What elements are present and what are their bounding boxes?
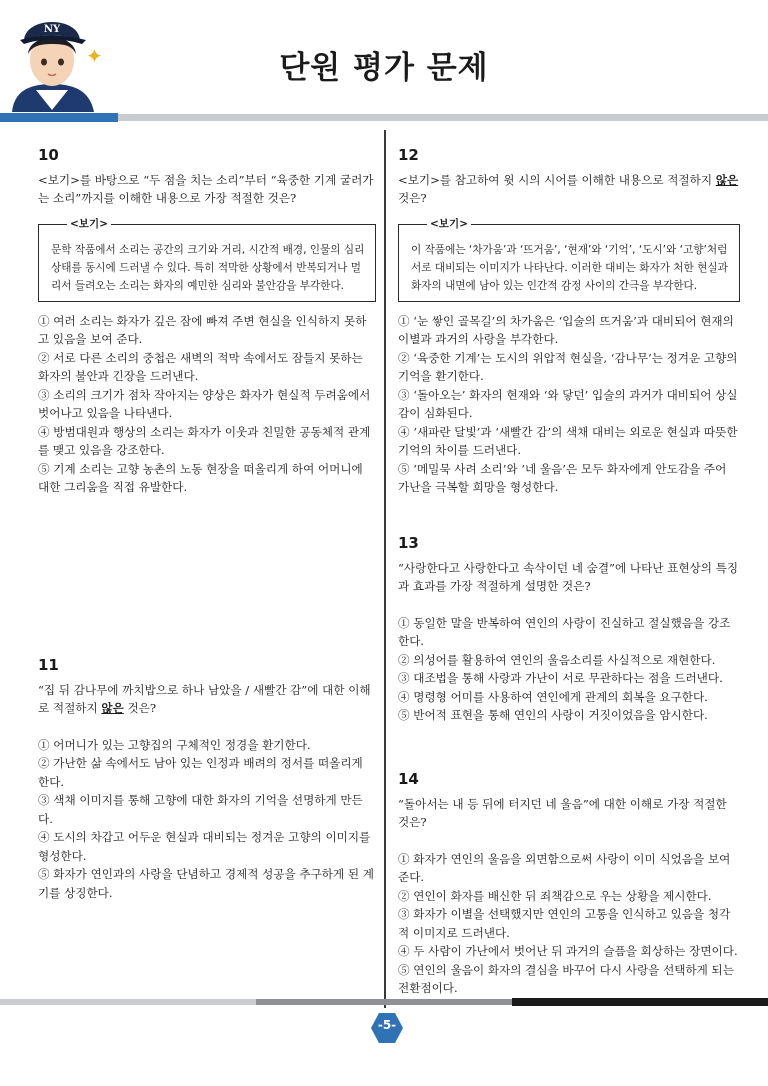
stem-text: “집 뒤 감나무에 까치밥으로 하나 남았을 / 새빨간 감”에 대한 이해로 적절하지 <box>38 682 371 715</box>
answer-option[interactable]: ③ 대조법을 통해 사랑과 가난이 서로 무관하다는 점을 드러낸다. <box>398 671 723 685</box>
answer-option[interactable]: ① 동일한 말을 반복하여 연인의 사랑이 진실하고 절실했음을 강조한다. <box>398 615 731 648</box>
stem-text: <보기>를 참고하여 윗 시의 시어를 이해한 내용으로 적절하지 <box>398 172 716 187</box>
question-number: 10 <box>38 146 59 164</box>
question-13 <box>398 534 740 725</box>
answer-option[interactable]: ⑤ 반어적 표현을 통해 연인의 사랑이 거짓이었음을 암시한다. <box>398 708 708 722</box>
stem-text: 것은? <box>123 701 157 715</box>
bogi-box <box>398 217 740 302</box>
footer-rule-dark <box>512 998 768 1006</box>
bogi-box <box>38 217 376 302</box>
page-title: 단원 평가 문제 <box>279 50 489 86</box>
answer-option[interactable]: ⑤ 화자가 연인과의 사랑을 단념하고 경제적 성공을 추구하게 된 계기를 상징한다. <box>38 867 374 900</box>
column-divider <box>384 130 386 1008</box>
emphasis-text: 않은 <box>101 701 124 715</box>
answer-option[interactable]: ② 가난한 삶 속에서도 남아 있는 인정과 배려의 정서를 떠올리게 한다. <box>38 756 363 789</box>
answer-option[interactable]: ⑤ ‘메밀묵 사려 소리’와 ‘네 울음’은 모두 화자에게 안도감을 주어 가난을 극복할 희망을 형성한다. <box>398 461 727 494</box>
answer-option[interactable]: ④ ‘새파란 달빛’과 ‘새빨간 감’의 색채 대비는 외로운 현실과 따뜻한 기억의 차이를 드러낸다. <box>398 424 738 457</box>
emphasis-text: 않은 <box>715 172 739 187</box>
question-14 <box>398 770 740 998</box>
answer-option[interactable]: ④ 도시의 차갑고 어두운 현실과 대비되는 정겨운 고향의 이미지를 형성한다. <box>38 830 371 863</box>
stem-text: 것은? <box>398 191 427 205</box>
sparkle-icon: ✦ <box>86 44 103 68</box>
answer-option[interactable]: ③ ‘돌아오는’ 화자의 현재와 ‘와 닿던’ 입술의 과거가 대비되어 상실감이 심화된다. <box>398 387 738 420</box>
question-number: 12 <box>398 146 419 164</box>
question-stem <box>38 681 376 718</box>
bogi-text: 이 작품에는 ‘차가움’과 ‘뜨거움’, ‘현재’와 ‘기억’, ‘도시’와 ‘고향’처럼 서로 대비되는 이미지가 나타난다. 이러한 대비는 화자가 처한 현실과 화자의 내면에 남아 있는 인간적 감정 사이의 간극을 부각한다. <box>411 243 728 292</box>
question-stem: “사랑한다고 사랑한다고 속삭이던 네 숨결”에 나타난 표현상의 특징과 효과를 가장 적절하게 설명한 것은? <box>398 560 739 593</box>
answer-option[interactable]: ① 여러 소리는 화자가 깊은 잠에 빠져 주변 현실을 인식하지 못하고 있음을 보여 준다. <box>38 313 367 346</box>
answer-option[interactable]: ④ 방범대원과 행상의 소리는 화자가 이웃과 친밀한 공동체적 관계를 맺고 있음을 강조한다. <box>38 424 371 457</box>
header-accent-bar <box>0 113 118 122</box>
question-11 <box>38 656 376 902</box>
bogi-text: 문학 작품에서 소리는 공간의 크기와 거리, 시간적 배경, 인물의 심리 상태를 동시에 드러낼 수 있다. 특히 적막한 상황에서 반복되거나 멀리서 들려오는 소리는 화자의 예민한 심리와 불안감을 부각한다. <box>51 243 365 292</box>
footer-rule-light <box>0 999 256 1005</box>
question-number: 14 <box>398 770 419 788</box>
question-number: 11 <box>38 656 59 674</box>
answer-option[interactable]: ③ 소리의 크기가 점차 작아지는 양상은 화자가 현실적 두려움에서 벗어나고 있음을 나타낸다. <box>38 387 371 420</box>
question-stem: “돌아서는 내 등 뒤에 터지던 네 울음”에 대한 이해로 가장 적절한 것은? <box>398 796 727 829</box>
answer-option[interactable]: ② 연인이 화자를 배신한 뒤 죄책감으로 우는 상황을 제시한다. <box>398 888 712 903</box>
answer-option[interactable]: ⑤ 기계 소리는 고향 농촌의 노동 현장을 떠올리게 하여 어머니에 대한 그리움을 직접 유발한다. <box>38 461 363 494</box>
answer-option[interactable]: ① ‘눈 쌓인 골목길’의 차가움은 ‘입술의 뜨거움’과 대비되어 현재의 이별과 과거의 사랑을 부각한다. <box>398 313 734 346</box>
question-number: 13 <box>398 534 419 552</box>
answer-option[interactable]: ② ‘육중한 기계’는 도시의 위압적 현실을, ‘감나무’는 정겨운 고향의 기억을 환기한다. <box>398 350 738 383</box>
answer-option[interactable]: ④ 명령형 어미를 사용하여 연인에게 관계의 회복을 요구한다. <box>398 689 708 704</box>
answer-option[interactable]: ② 서로 다른 소리의 중첩은 새벽의 적막 속에서도 잠들지 못하는 화자의 불안과 긴장을 드러낸다. <box>38 350 363 383</box>
footer-rule-mid <box>256 999 512 1005</box>
answer-option[interactable]: ① 어머니가 있는 고향집의 구체적인 정경을 환기한다. <box>38 737 311 752</box>
bogi-label: <보기> <box>67 215 111 233</box>
svg-text:NY: NY <box>43 24 61 35</box>
question-stem <box>398 171 740 208</box>
answer-option[interactable]: ③ 색채 이미지를 통해 고향에 대한 화자의 기억을 선명하게 만든다. <box>38 793 363 826</box>
question-stem: <보기>를 바탕으로 “두 점을 치는 소리”부터 “육중한 기계 굴러가는 소리”까지를 이해한 내용으로 가장 적절한 것은? <box>38 172 374 205</box>
answer-option[interactable]: ① 화자가 연인의 울음을 외면함으로써 사랑이 이미 식었음을 보여 준다. <box>398 851 731 884</box>
answer-option[interactable]: ② 의성어를 활용하여 연인의 울음소리를 사실적으로 재현한다. <box>398 652 716 667</box>
answer-option[interactable]: ③ 화자가 이별을 선택했지만 연인의 고통을 인식하고 있음을 청각적 이미지로 드러낸다. <box>398 907 731 940</box>
header-rule <box>118 114 768 121</box>
answer-option[interactable]: ④ 두 사람이 가난에서 벗어난 뒤 과거의 슬픔을 회상하는 장면이다. <box>398 944 738 958</box>
bogi-label: <보기> <box>427 215 471 233</box>
question-10 <box>38 146 376 497</box>
question-12 <box>398 146 740 497</box>
page-number: -5- <box>377 1018 397 1032</box>
answer-option[interactable]: ⑤ 연인의 울음이 화자의 결심을 바꾸어 다시 사랑을 선택하게 되는 전환점이다. <box>398 962 734 995</box>
